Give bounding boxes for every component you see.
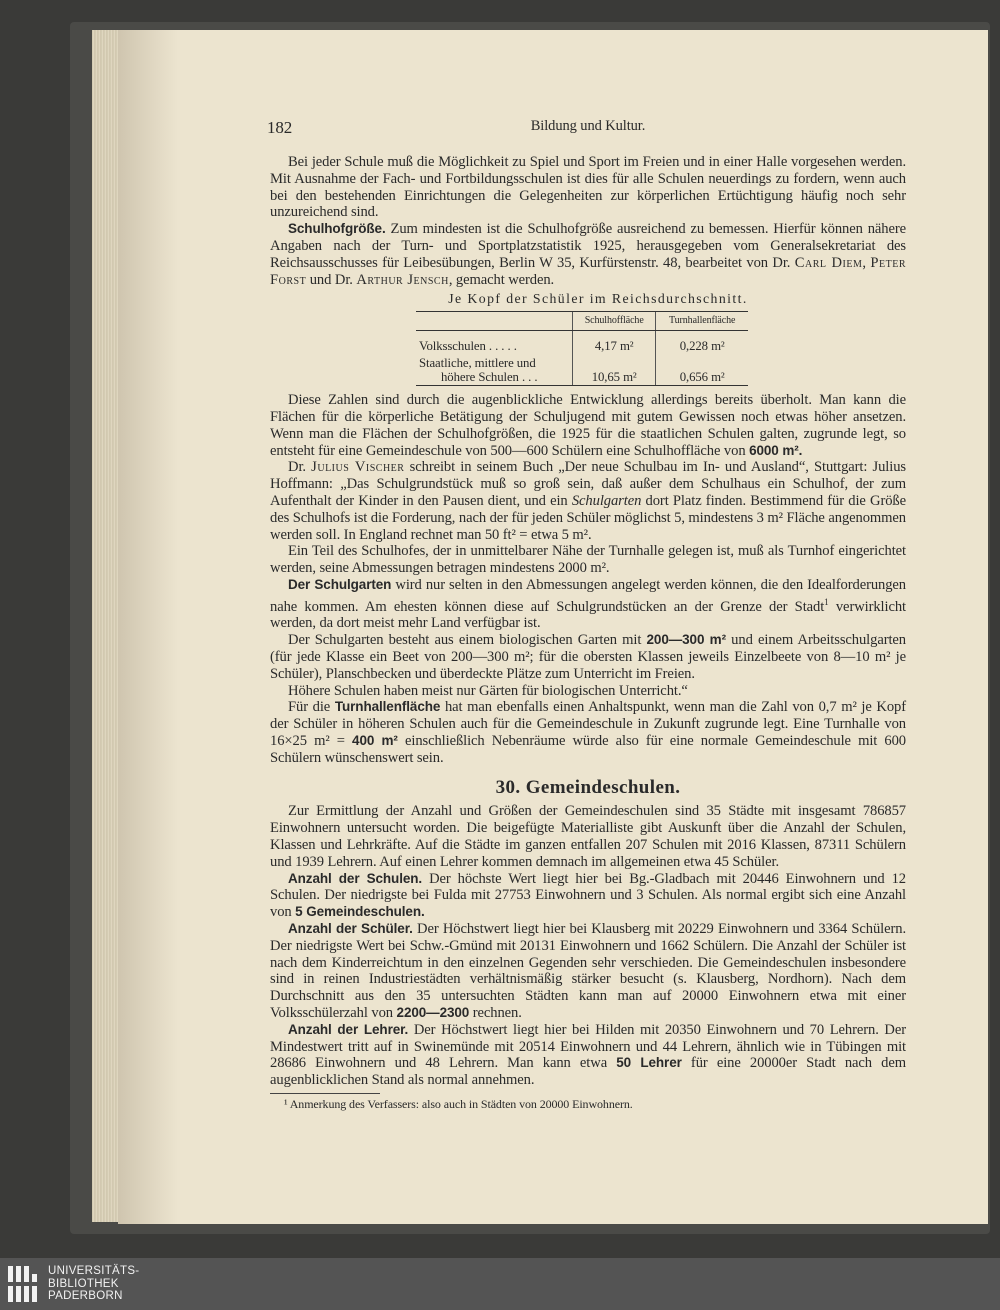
paragraph: Der Schulgarten besteht aus einem biologischen Garten mit 200—300 m² und einem Arbeitsschulgarten (für jede Klasse ein Beet von 200—300 m²; für die obersten Klassen jeweils Einzelbeete von 8—10 m² je Schüler), Planschbecken und überdeckte Plätze zum Unterricht im Freien. xyxy=(270,632,906,682)
lead-heading: Der Schulgarten xyxy=(288,576,392,592)
cell: 4,17 m² xyxy=(573,331,656,355)
data-table xyxy=(416,311,748,386)
paragraph: Diese Zahlen sind durch die augenblickliche Entwicklung allerdings bereits überholt. Man kann die Flächen für die körperliche Betätigung der Schuljugend mit gutem Gewissen noch etwas höher ansetzen. Wenn man die Flächen der Schulhofgrößen, die 1925 für die staatlichen Schulen galten, zugrunde legt, so entsteht für eine Gemeindeschule von 500—600 Schülern eine Schulhoffläche von 6000 m². xyxy=(270,392,906,459)
row-label: Volksschulen . . . . . xyxy=(419,339,517,354)
page-text xyxy=(267,118,907,1113)
running-head: Bildung und Kultur. xyxy=(530,118,646,134)
paragraph: Bei jeder Schule muß die Möglichkeit zu Spiel und Sport im Freien und in einer Halle vorgesehen werden. Mit Ausnahme der Fach- und Fortbildungsschulen ist dies für alle Schulen neuerdings zu fordern, wenn auch bei den bestehenden Einrichtungen die Gelegenheiten zur körperlichen Ertüchtigung häufig noch sehr unzureichend sind. xyxy=(270,154,906,221)
table-row xyxy=(416,331,748,355)
author-name: Peter Forst xyxy=(270,254,906,288)
column-header xyxy=(416,312,573,331)
paragraph: Zur Ermittlung der Anzahl und Größen der Gemeindeschulen sind 35 Städte mit insgesamt 786857 Einwohnern untersucht worden. Die beigefügte Materialliste gibt Auskunft über die Anzahl der Schulen, Klassen und Lehrkräfte. Auf die Städte im ganzen entfallen 207 Schulen mit 2016 Klassen, 87311 Schülern und 1939 Lehrern. Auf einen Lehrer kommen demnach im allgemeinen etwa 45 Schüler. xyxy=(270,803,906,870)
table-header-row xyxy=(416,312,748,331)
author-name: Carl Diem xyxy=(794,254,863,271)
author-name: Julius Vischer xyxy=(311,459,405,476)
author-name: Arthur Jensch xyxy=(356,271,449,288)
library-logo-icon xyxy=(6,1264,42,1304)
paragraph: Der Schulgarten wird nur selten in den Abmessungen angelegt werden können, die den Idealforderungen nahe kommen. Am ehesten können diese auf Schulgrundstücken an der Grenze der Stadt$^1$ verwirklicht werden, da dort meist mehr Land verfügbar ist. xyxy=(270,576,906,632)
paragraph: Dr. Julius Vischer schreibt in seinem Buch „Der neue Schulbau im In- und Ausland“, Stuttgart: Julius Hoffmann: „Das Schulgrundstück muß so groß sein, daß außer dem Schulhaus ein Schulhof, der zum Aufenthalt der Kinder in den Pausen dient, und ein Schulgarten dort Platz finden. Bestimmend für die Größe des Schulhofs ist die Forderung, nach der für jeden Schüler möglichst 5, mindestens 3 m² Fläche angenommen werden soll. In England rechnet man 50 ft² = etwa 5 m². xyxy=(270,459,906,543)
footnote-rule xyxy=(270,1093,380,1094)
gutter-shadow xyxy=(118,30,178,1224)
table-row xyxy=(416,354,748,386)
table-caption: Je Kopf der Schüler im Reichsdurchschnitt. xyxy=(448,291,748,307)
lead-heading: Anzahl der Schüler. xyxy=(288,920,413,936)
lead-heading: Turnhallenfläche xyxy=(334,699,441,715)
page-header xyxy=(267,118,906,142)
paragraph: Ein Teil des Schulhofes, der in unmittelbarer Nähe der Turnhalle gelegen ist, muß als Turnhof eingerichtet werden, seine Abmessungen betragen mindestens 2000 m². xyxy=(270,543,906,577)
row-label: Staatliche, mittlere und höhere Schulen . . . xyxy=(416,354,573,386)
lead-heading: Anzahl der Lehrer. xyxy=(288,1021,409,1037)
lead-heading: Anzahl der Schulen. xyxy=(288,870,423,886)
footnote: ¹ Anmerkung des Verfassers: also auch in Städten von 20000 Einwohnern. xyxy=(284,1096,633,1111)
library-name: UNIVERSITÄTS- BIBLIOTHEK PADERBORN xyxy=(48,1265,140,1302)
page-number: 182 xyxy=(267,118,293,137)
paragraph: Für die Turnhallenfläche hat man ebenfalls einen Anhaltspunkt, wenn man die Zahl von 0,7 m² je Kopf der Schüler in höheren Schulen auch für die Gemeindeschule in Zukunft zugrunde legt. Eine Turnhalle von 16×25 m² = 400 m² einschließlich Nebenräume würde also für eine normale Gemeindeschule mit 600 Schülern wünschenswert sein. xyxy=(270,699,906,766)
column-header: Schulhoffläche xyxy=(573,312,656,331)
column-header: Turnhallenfläche xyxy=(656,312,748,331)
cell: 10,65 m² xyxy=(573,354,656,386)
lead-heading: Schulhofgröße. xyxy=(288,221,386,237)
cell: 0,228 m² xyxy=(656,331,748,355)
paragraph: Schulhofgröße. Zum mindesten ist die Schulhofgröße ausreichend zu bemessen. Hierfür können nähere Angaben nach der Turn- und Sportplatzstatistik 1925, herausgegeben vom Generalsekretariat des Reichsausschusses für Leibesübungen, Berlin W 35, Kurfürstenstr. 48, bearbeitet von Dr. Carl Diem, Peter Forst und Dr. Arthur Jensch, gemacht werden. xyxy=(270,221,906,288)
section-title: 30. Gemeindeschulen. xyxy=(495,776,681,798)
footnote-ref: 1 xyxy=(824,596,829,607)
paragraph: Anzahl der Lehrer. Der Höchstwert liegt hier bei Hilden mit 20350 Einwohnern und 70 Lehrern. Der Mindestwert tritt auf in Swinemünde mit 20514 Einwohnern und 44 Lehrern, ähnlich wie in Tübingen mit 28686 Einwohnern und 48 Lehrern. Man kann etwa 50 Lehrer für eine 20000er Stadt nach dem augenblicklichen Stand als normal annehmen. xyxy=(270,1021,906,1089)
cell: 0,656 m² xyxy=(656,354,748,386)
paragraph: Höhere Schulen haben meist nur Gärten für biologischen Unterricht.“ xyxy=(288,682,688,699)
paragraph: Anzahl der Schüler. Der Höchstwert liegt hier bei Klausberg mit 20229 Einwohnern und 3364 Schülern. Der niedrigste Wert bei Schw.-Gmünd mit 20131 Einwohnern und 1662 Schülern. Die Anzahl der Schüler ist nach dem Kinderreichtum in den einzelnen Gegenden sehr verschieden. Die Gemeindeschulen insbesondere sind in reinen Industriestädten verhältnismäßig stärker besucht (s. Klausberg, Nordhorn). Nach dem Durchschnitt aus den 35 untersuchten Städten kann man auf 20000 Einwohnern etwa mit einer Volksschülerzahl von 2200—2300 rechnen. xyxy=(270,920,906,1021)
library-footer xyxy=(0,1258,1000,1310)
paragraph: Anzahl der Schulen. Der höchste Wert liegt hier bei Bg.-Gladbach mit 20446 Einwohnern und 12 Schulen. Der niedrigste bei Fulda mit 27753 Einwohnern und 3 Schulen. Als normal ergibt sich eine Anzahl von 5 Gemeindeschulen. xyxy=(270,870,907,921)
